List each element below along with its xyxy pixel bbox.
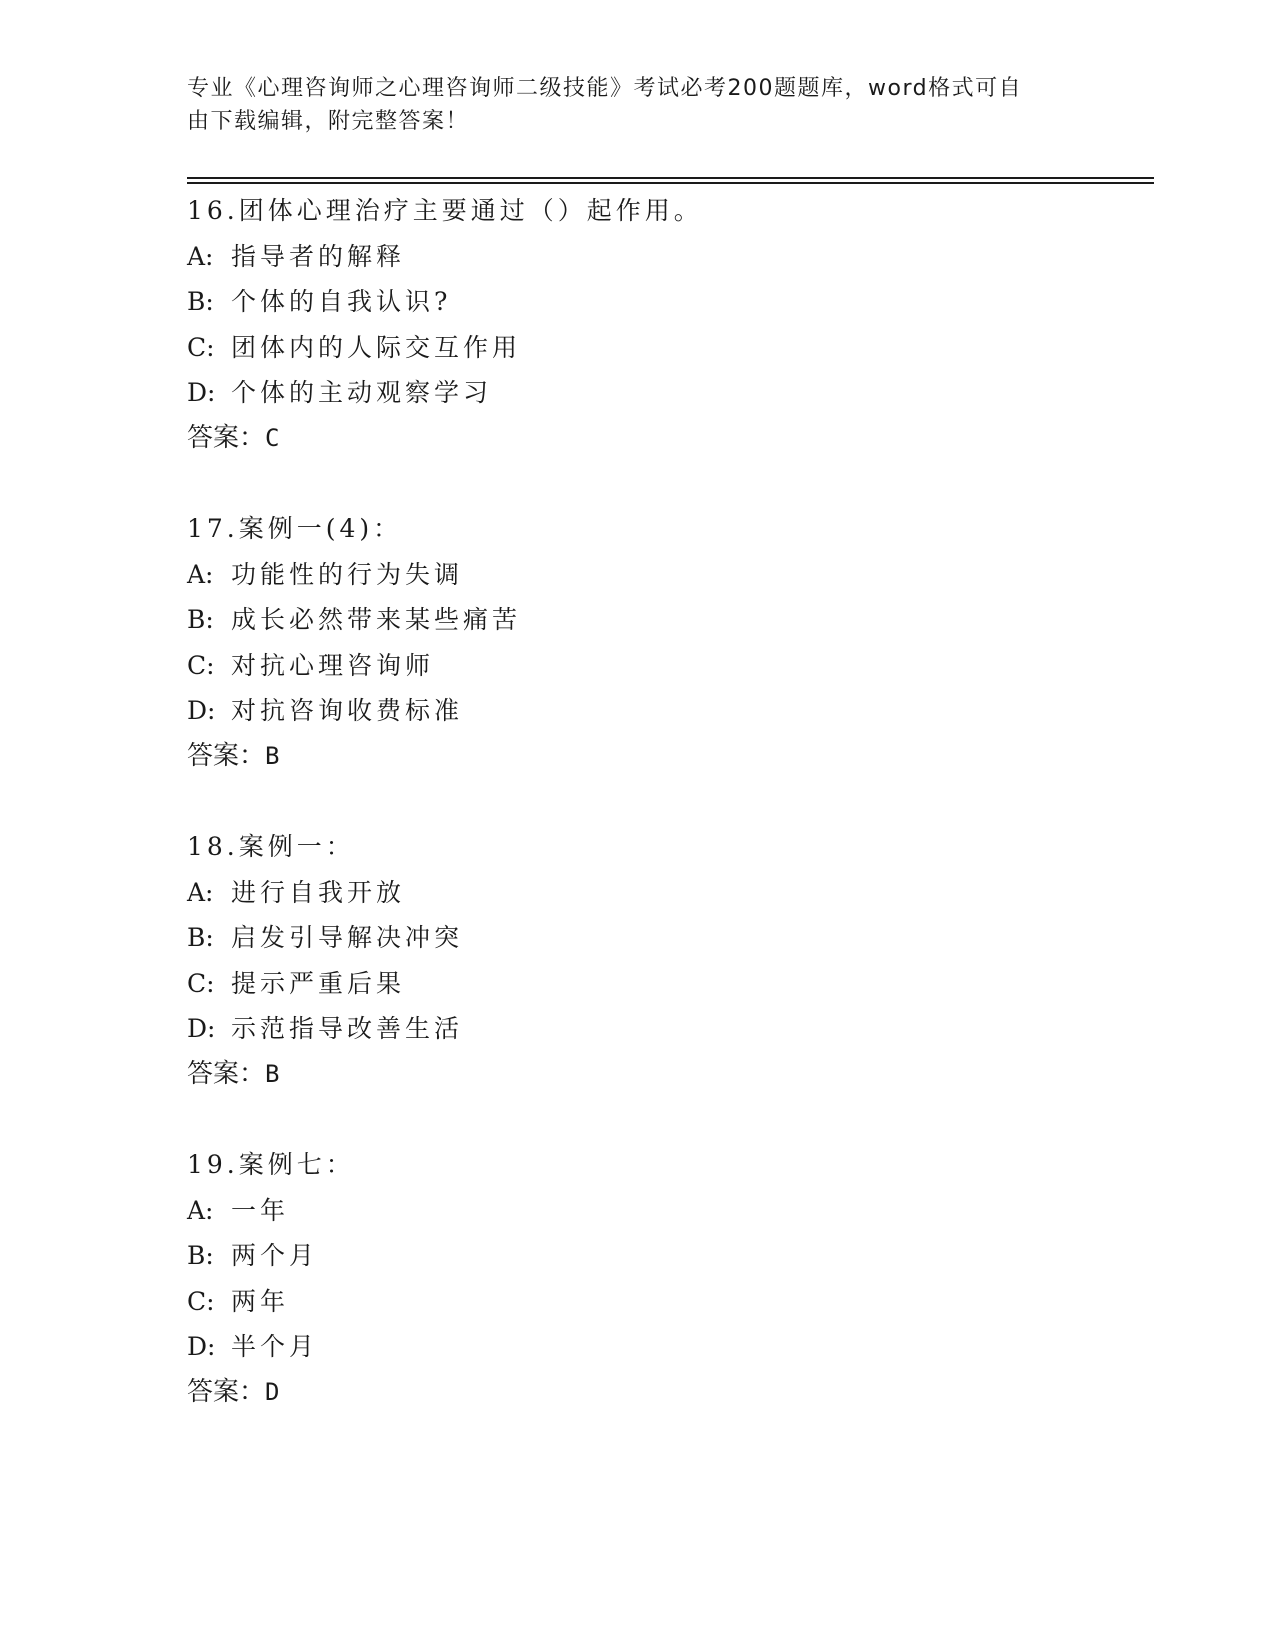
answer-line <box>187 1370 1147 1416</box>
option-tag: D: <box>187 1014 216 1043</box>
document-header <box>187 72 1067 138</box>
option-text: 启发引导解决冲突 <box>231 923 464 952</box>
option-tag: A: <box>187 559 214 589</box>
question-stem: 18.案例一： <box>187 832 355 861</box>
option-d <box>187 688 1147 734</box>
option-text: 两个月 <box>231 1241 319 1270</box>
question-stem: 17.案例一(4)： <box>187 514 403 543</box>
question-16 <box>187 188 1147 461</box>
option-a <box>187 870 1147 916</box>
option-text: 进行自我开放 <box>231 877 406 907</box>
answer-value: B <box>265 1059 280 1088</box>
option-tag: D: <box>187 378 216 407</box>
option-tag: B: <box>187 605 214 634</box>
option-c <box>187 325 1147 371</box>
answer-line <box>187 1052 1147 1098</box>
option-tag: B: <box>187 1241 214 1270</box>
option-tag: C: <box>187 968 215 998</box>
option-b <box>187 279 1147 325</box>
option-text: 功能性的行为失调 <box>231 559 464 589</box>
option-tag: A: <box>187 877 214 907</box>
header-divider-bottom <box>187 182 1154 184</box>
answer-line <box>187 734 1147 780</box>
option-text: 指导者的解释 <box>231 241 406 271</box>
answer-label: 答案： <box>187 740 266 771</box>
option-c <box>187 1279 1147 1325</box>
question-19 <box>187 1142 1147 1415</box>
option-d <box>187 370 1147 416</box>
option-text: 团体内的人际交互作用 <box>231 332 522 362</box>
question-18 <box>187 824 1147 1097</box>
option-text: 对抗心理咨询师 <box>231 650 435 680</box>
option-tag: C: <box>187 332 215 362</box>
option-text: 个体的自我认识? <box>231 287 452 316</box>
option-a <box>187 234 1147 280</box>
option-tag: D: <box>187 696 216 725</box>
option-b <box>187 597 1147 643</box>
option-text: 对抗咨询收费标准 <box>231 696 464 725</box>
answer-value: B <box>265 741 280 770</box>
option-text: 半个月 <box>231 1332 319 1361</box>
answer-label: 答案： <box>187 1058 266 1089</box>
option-text: 提示严重后果 <box>231 968 406 998</box>
option-a <box>187 1188 1147 1234</box>
option-tag: C: <box>187 650 215 680</box>
option-tag: A: <box>187 1195 214 1225</box>
option-tag: A: <box>187 241 214 271</box>
question-stem: 16.团体心理治疗主要通过（）起作用。 <box>187 196 703 225</box>
option-tag: D: <box>187 1332 216 1361</box>
option-d <box>187 1006 1147 1052</box>
option-tag: C: <box>187 1286 215 1316</box>
header-line-2: 由下载编辑，附完整答案！ <box>187 109 470 134</box>
option-tag: B: <box>187 923 214 952</box>
option-a <box>187 552 1147 598</box>
option-tag: B: <box>187 287 214 316</box>
option-c <box>187 961 1147 1007</box>
answer-label: 答案： <box>187 1376 266 1407</box>
option-text: 成长必然带来某些痛苦 <box>231 605 522 634</box>
answer-value: D <box>265 1377 280 1406</box>
option-text: 一年 <box>231 1195 290 1225</box>
option-text: 示范指导改善生活 <box>231 1014 464 1043</box>
option-text: 两年 <box>231 1286 290 1316</box>
option-d <box>187 1324 1147 1370</box>
option-b <box>187 1233 1147 1279</box>
option-c <box>187 643 1147 689</box>
option-b <box>187 915 1147 961</box>
header-line-1: 专业《心理咨询师之心理咨询师二级技能》考试必考200题题库，word格式可自 <box>187 76 1023 101</box>
question-stem: 19.案例七： <box>187 1150 355 1179</box>
answer-value: C <box>265 423 280 452</box>
question-list <box>187 188 1147 1460</box>
answer-label: 答案： <box>187 422 266 453</box>
question-17 <box>187 506 1147 779</box>
answer-line <box>187 416 1147 462</box>
header-divider-top <box>187 177 1154 179</box>
option-text: 个体的主动观察学习 <box>231 378 493 407</box>
